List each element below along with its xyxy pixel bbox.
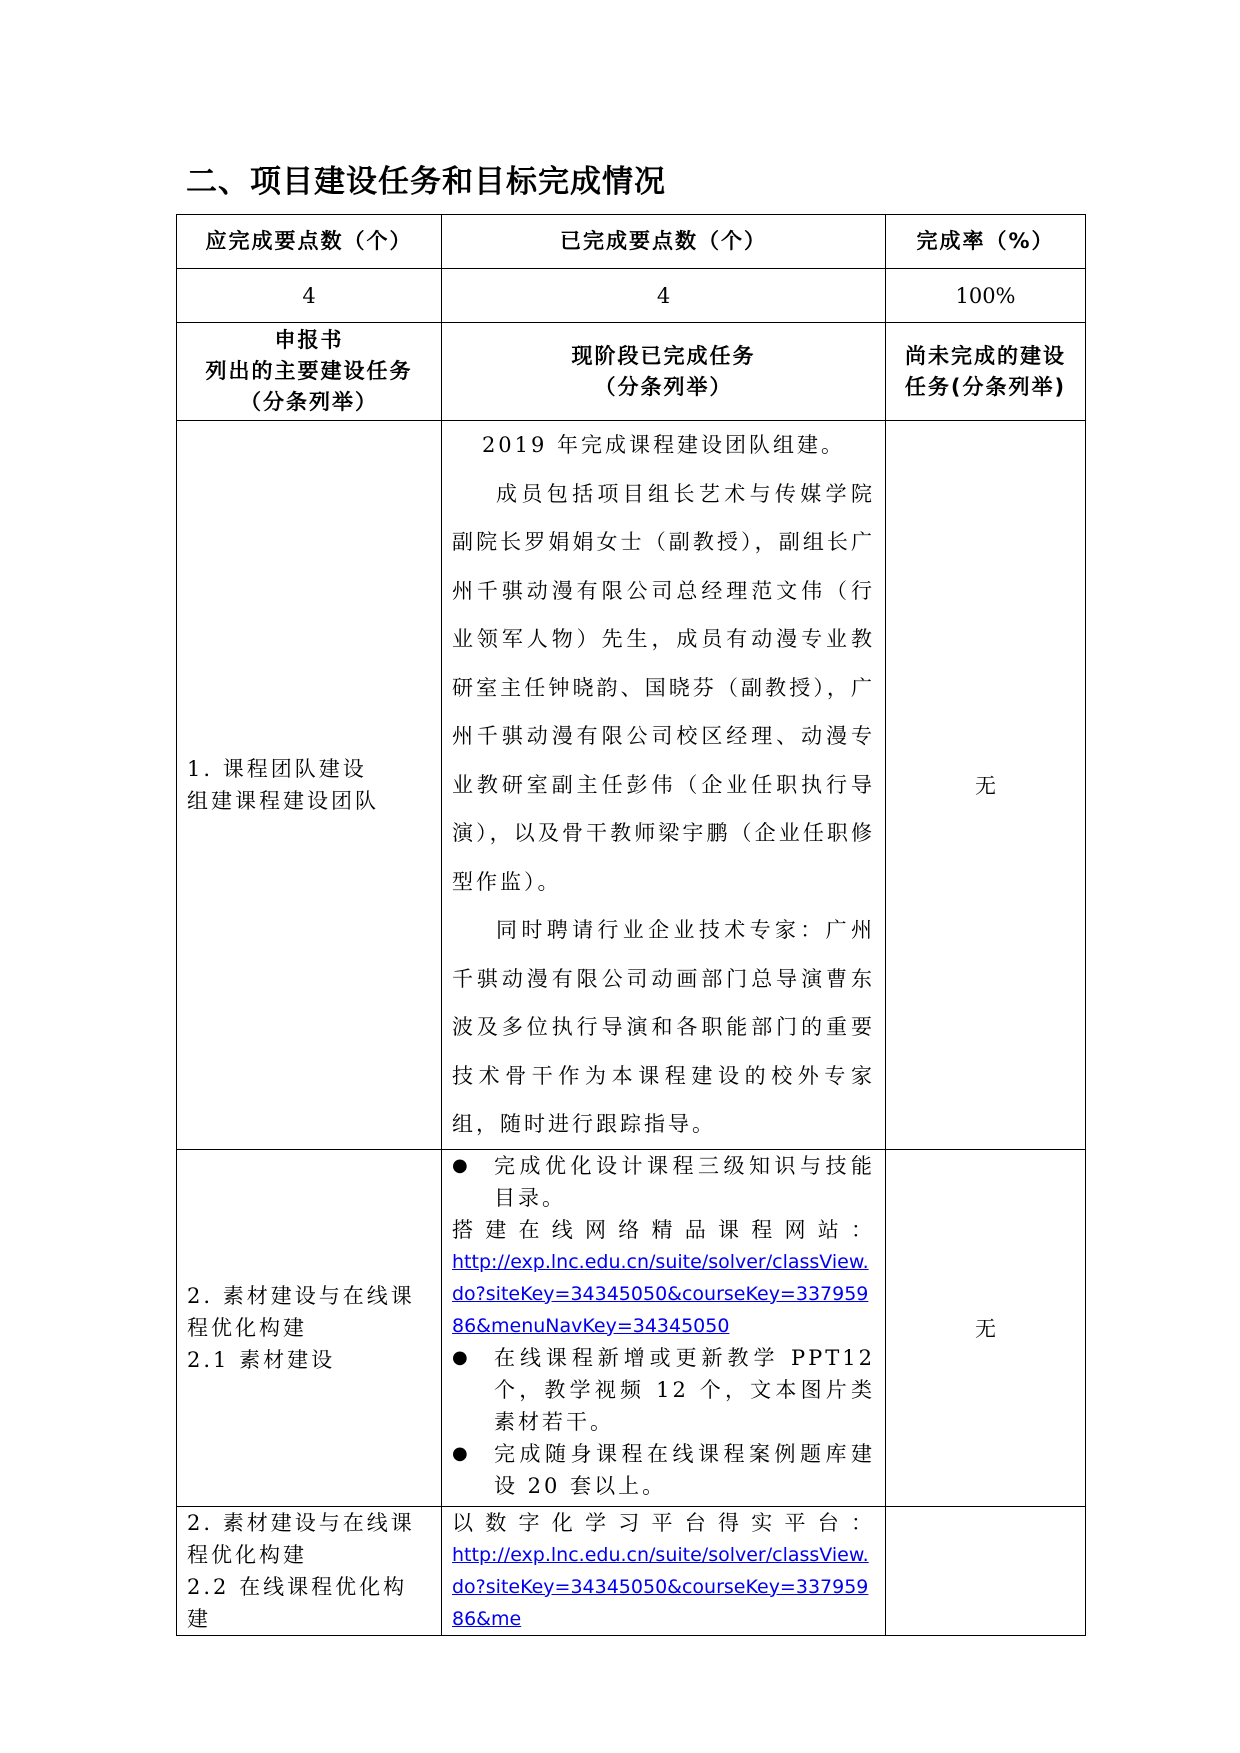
- required-points-value: 4: [177, 269, 442, 323]
- planned-task-line: 2.2 在线课程优化构建: [187, 1574, 408, 1631]
- team-experts: 同时聘请行业企业技术专家：广州千骐动漫有限公司动画部门总导演曹东波及多位执行导演和各职能部门的重要技术骨干作为本课程建设的校外专家组，随时进行跟踪指导。: [452, 918, 875, 1136]
- pending-task-cell: [886, 1506, 1086, 1635]
- header-required-points: 应完成要点数（个）: [177, 215, 442, 269]
- header-planned-tasks: [177, 323, 442, 421]
- completion-rate-value: 100%: [886, 269, 1086, 323]
- black-circle-bullet-icon: ●: [452, 1346, 471, 1368]
- planned-task-cell: [177, 1506, 442, 1635]
- table-row: [177, 1149, 1086, 1506]
- header-pending-line: 任务(分条列举): [904, 374, 1067, 399]
- course-site-link[interactable]: http://exp.lnc.edu.cn/suite/solver/classView.do?siteKey=34345050&courseKey=33795986&menuNavKey=34345050: [452, 1250, 869, 1337]
- section-title: 二、项目建设任务和目标完成情况: [186, 164, 666, 200]
- completed-task-cell: [442, 1506, 886, 1635]
- header-completed-line: 现阶段已完成任务: [571, 343, 756, 368]
- header-pending-tasks: [886, 323, 1086, 421]
- planned-task-line: 2. 素材建设与在线课程优化构建: [187, 1283, 415, 1340]
- black-circle-bullet-icon: ●: [452, 1442, 471, 1464]
- completed-task-cell: [442, 1149, 886, 1506]
- completed-task-cell: [442, 421, 886, 1150]
- header-planned-line: 列出的主要建设任务: [205, 359, 413, 383]
- pending-task-cell: 无: [886, 421, 1086, 1150]
- planned-task-line: 1. 课程团队建设: [187, 756, 367, 781]
- black-circle-bullet-icon: ●: [452, 1154, 471, 1176]
- team-intro: 2019 年完成课程建设团队组建。: [481, 433, 846, 457]
- list-item-text: 在线课程新增或更新教学 PPT12 个，教学视频 12 个，文本图片类素材若干。: [494, 1345, 875, 1434]
- header-planned-line: （分条列举）: [240, 390, 378, 414]
- header-completed-tasks: [442, 323, 886, 421]
- table-row: [177, 421, 1086, 1150]
- pending-task-cell: 无: [886, 1149, 1086, 1506]
- header-completed-line: （分条列举）: [594, 374, 733, 399]
- header-planned-line: 申报书: [274, 328, 344, 352]
- list-item: [452, 1342, 875, 1438]
- summary-value-row: [177, 269, 1086, 323]
- header-completion-rate: 完成率（%）: [886, 215, 1086, 269]
- platform-label: 以数字化学习平台得实平台：: [452, 1510, 875, 1535]
- platform-link[interactable]: http://exp.lnc.edu.cn/suite/solver/classView.do?siteKey=34345050&courseKey=33795986&me: [452, 1543, 869, 1630]
- completed-points-value: 4: [442, 269, 886, 323]
- planned-task-line: 组建课程建设团队: [187, 788, 379, 813]
- list-item-text: 完成优化设计课程三级知识与技能目录。: [494, 1153, 875, 1210]
- planned-task-cell: [177, 421, 442, 1150]
- header-completed-points: 已完成要点数（个）: [442, 215, 886, 269]
- task-table: [176, 214, 1086, 1636]
- summary-header-row: [177, 215, 1086, 269]
- list-item: [452, 1150, 875, 1214]
- planned-task-line: 2. 素材建设与在线课程优化构建: [187, 1510, 415, 1567]
- planned-task-cell: [177, 1149, 442, 1506]
- planned-task-line: 2.1 素材建设: [187, 1347, 336, 1372]
- task-header-row: [177, 323, 1086, 421]
- header-pending-line: 尚未完成的建设: [905, 343, 1066, 368]
- table-row: [177, 1506, 1086, 1635]
- list-item: [452, 1438, 875, 1502]
- site-label: 搭建在线网络精品课程网站：: [452, 1217, 875, 1242]
- list-item-text: 完成随身课程在线课程案例题库建设 20 套以上。: [494, 1441, 875, 1498]
- team-members: 成员包括项目组长艺术与传媒学院副院长罗娟娟女士（副教授），副组长广州千骐动漫有限公司总经理范文伟（行业领军人物）先生，成员有动漫专业教研室主任钟晓韵、国晓芬（副教授），广州千骐动漫有限公司校区经理、动漫专业教研室副主任彭伟（企业任职执行导演），以及骨干教师梁宇鹏（企业任职修型作监）。: [452, 481, 875, 894]
